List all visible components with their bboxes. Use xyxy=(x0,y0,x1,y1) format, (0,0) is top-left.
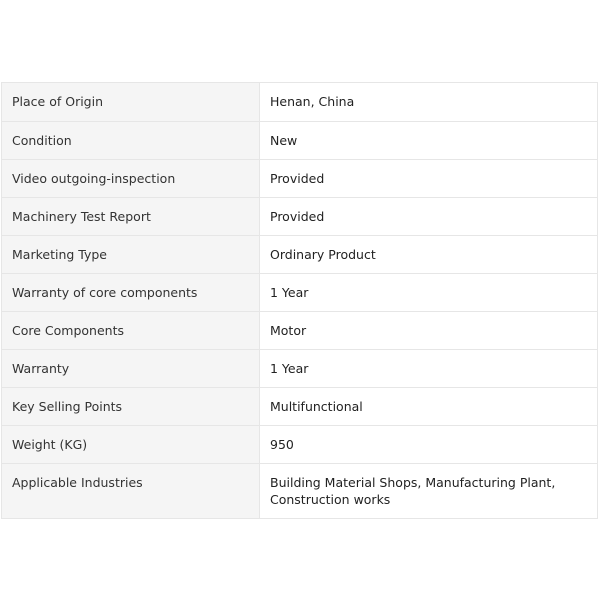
spec-value-video-outgoing-inspection: Provided xyxy=(260,160,597,197)
table-row xyxy=(2,159,597,197)
table-row xyxy=(2,425,597,463)
table-row xyxy=(2,349,597,387)
table-row xyxy=(2,121,597,159)
table-row xyxy=(2,273,597,311)
spec-value-marketing-type: Ordinary Product xyxy=(260,236,597,273)
table-row xyxy=(2,83,597,121)
spec-key-marketing-type: Marketing Type xyxy=(2,236,260,273)
spec-value-warranty-of-core-components: 1 Year xyxy=(260,274,597,311)
spec-value-weight-kg: 950 xyxy=(260,426,597,463)
table-row xyxy=(2,197,597,235)
spec-value-warranty: 1 Year xyxy=(260,350,597,387)
spec-key-machinery-test-report: Machinery Test Report xyxy=(2,198,260,235)
spec-key-applicable-industries: Applicable Industries xyxy=(2,464,260,518)
spec-key-place-of-origin: Place of Origin xyxy=(2,83,260,121)
spec-value-key-selling-points: Multifunctional xyxy=(260,388,597,425)
spec-key-warranty-of-core-components: Warranty of core components xyxy=(2,274,260,311)
table-row xyxy=(2,235,597,273)
product-specs-table xyxy=(1,82,598,519)
table-row xyxy=(2,311,597,349)
spec-key-weight-kg: Weight (KG) xyxy=(2,426,260,463)
spec-key-condition: Condition xyxy=(2,122,260,159)
spec-value-machinery-test-report: Provided xyxy=(260,198,597,235)
spec-value-core-components: Motor xyxy=(260,312,597,349)
spec-key-core-components: Core Components xyxy=(2,312,260,349)
spec-value-condition: New xyxy=(260,122,597,159)
spec-key-video-outgoing-inspection: Video outgoing-inspection xyxy=(2,160,260,197)
spec-key-key-selling-points: Key Selling Points xyxy=(2,388,260,425)
table-row xyxy=(2,463,597,518)
spec-value-applicable-industries: Building Material Shops, Manufacturing Plant, Construction works xyxy=(260,464,597,518)
spec-key-warranty: Warranty xyxy=(2,350,260,387)
table-row xyxy=(2,387,597,425)
spec-value-place-of-origin: Henan, China xyxy=(260,83,597,121)
